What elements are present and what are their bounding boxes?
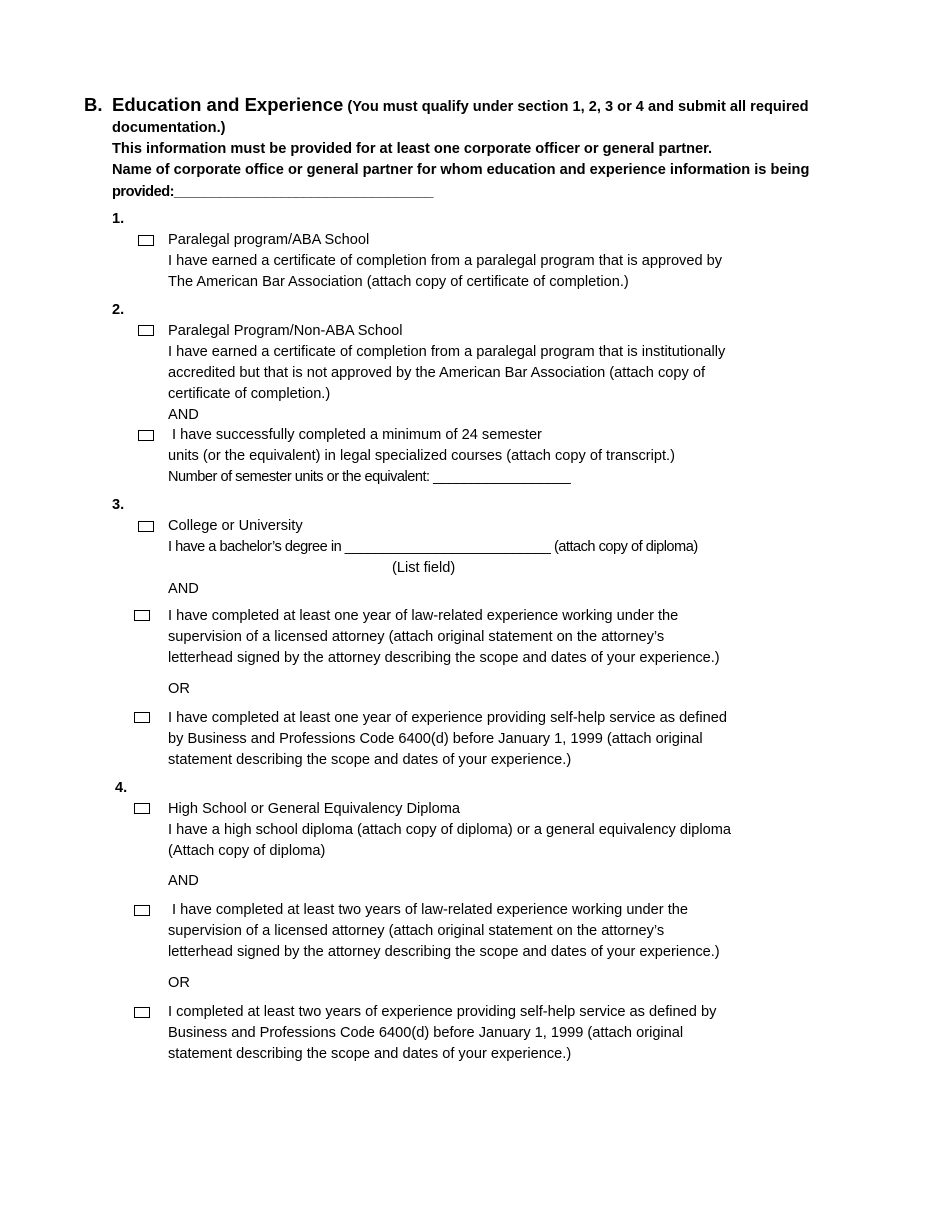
section-1-number: 1.	[112, 211, 125, 227]
checkbox-non-aba-school[interactable]	[138, 325, 154, 336]
option-text: letterhead signed by the attorney describing the scope and dates of your experience.)	[168, 650, 720, 666]
option-text: I have earned a certificate of completion from a paralegal program that is approved by	[168, 253, 723, 269]
option-text: accredited but that is not approved by the American Bar Association (attach copy of	[168, 365, 706, 381]
section-letter: B.	[84, 94, 103, 115]
or-connector: OR	[168, 681, 190, 697]
checkbox-one-year-self-help[interactable]	[134, 712, 150, 723]
option-text: I have completed at least one year of law-related experience working under the	[168, 608, 679, 624]
and-connector: AND	[168, 407, 199, 423]
option-text: statement describing the scope and dates of your experience.)	[168, 752, 572, 768]
section-3-number: 3.	[112, 497, 125, 513]
and-connector: AND	[168, 873, 199, 889]
semester-units-field[interactable]: Number of semester units or the equivalent: __________________	[168, 469, 571, 485]
option-text: by Business and Professions Code 6400(d) before January 1, 1999 (attach original	[168, 731, 703, 747]
checkbox-two-years-law-experience[interactable]	[134, 905, 150, 916]
option-text: The American Bar Association (attach copy of certificate of completion.)	[168, 274, 629, 290]
option-text: statement describing the scope and dates of your experience.)	[168, 1046, 572, 1062]
option-text: I have a high school diploma (attach copy of diploma) or a general equivalency diploma	[168, 822, 731, 838]
section-note: (You must qualify under section 1, 2, 3 or 4 and submit all required	[347, 99, 809, 115]
checkbox-college-university[interactable]	[138, 521, 154, 532]
checkbox-aba-school[interactable]	[138, 235, 154, 246]
checkbox-semester-units[interactable]	[138, 430, 154, 441]
checkbox-one-year-law-experience[interactable]	[134, 610, 150, 621]
option-title-non-aba-school: Paralegal Program/Non-ABA School	[168, 323, 403, 339]
option-text: supervision of a licensed attorney (attach original statement on the attorney’s	[168, 629, 665, 645]
section-heading	[112, 94, 809, 118]
checkbox-high-school-ged[interactable]	[134, 803, 150, 814]
info-requirement: This information must be provided for at least one corporate officer or general partner.	[112, 141, 713, 157]
and-connector: AND	[168, 581, 199, 597]
option-text: Business and Professions Code 6400(d) before January 1, 1999 (attach original	[168, 1025, 684, 1041]
name-field[interactable]: provided:__________________________________	[112, 184, 433, 200]
section-note-continued: documentation.)	[112, 120, 226, 136]
degree-field-line[interactable]: I have a bachelor’s degree in ___________________________ (attach copy of diploma)	[168, 539, 698, 555]
option-title-high-school: High School or General Equivalency Diploma	[168, 801, 461, 817]
option-title-college: College or University	[168, 518, 303, 534]
section-title: Education and Experience	[112, 94, 344, 115]
option-text: certificate of completion.)	[168, 386, 331, 402]
section-2-number: 2.	[112, 302, 125, 318]
option-text: (Attach copy of diploma)	[168, 843, 326, 859]
option-title-aba-school: Paralegal program/ABA School	[168, 232, 370, 248]
option-text: letterhead signed by the attorney describing the scope and dates of your experience.)	[168, 944, 720, 960]
section-4-number: 4.	[115, 780, 128, 796]
checkbox-two-years-self-help[interactable]	[134, 1007, 150, 1018]
option-text: I have earned a certificate of completion from a paralegal program that is institutionally	[168, 344, 726, 360]
option-text: I have completed at least one year of experience providing self-help service as defined	[168, 710, 727, 726]
or-connector: OR	[168, 975, 190, 991]
option-text: units (or the equivalent) in legal specialized courses (attach copy of transcript.)	[168, 448, 675, 464]
name-prompt: Name of corporate office or general partner for whom education and experience information is being	[112, 162, 810, 178]
list-field-caption: (List field)	[392, 560, 456, 576]
option-text: I have completed at least two years of law-related experience working under the	[168, 902, 688, 918]
option-text: I completed at least two years of experience providing self-help service as defined by	[168, 1004, 717, 1020]
option-text: I have successfully completed a minimum of 24 semester	[168, 427, 542, 443]
option-text: supervision of a licensed attorney (attach original statement on the attorney’s	[168, 923, 665, 939]
